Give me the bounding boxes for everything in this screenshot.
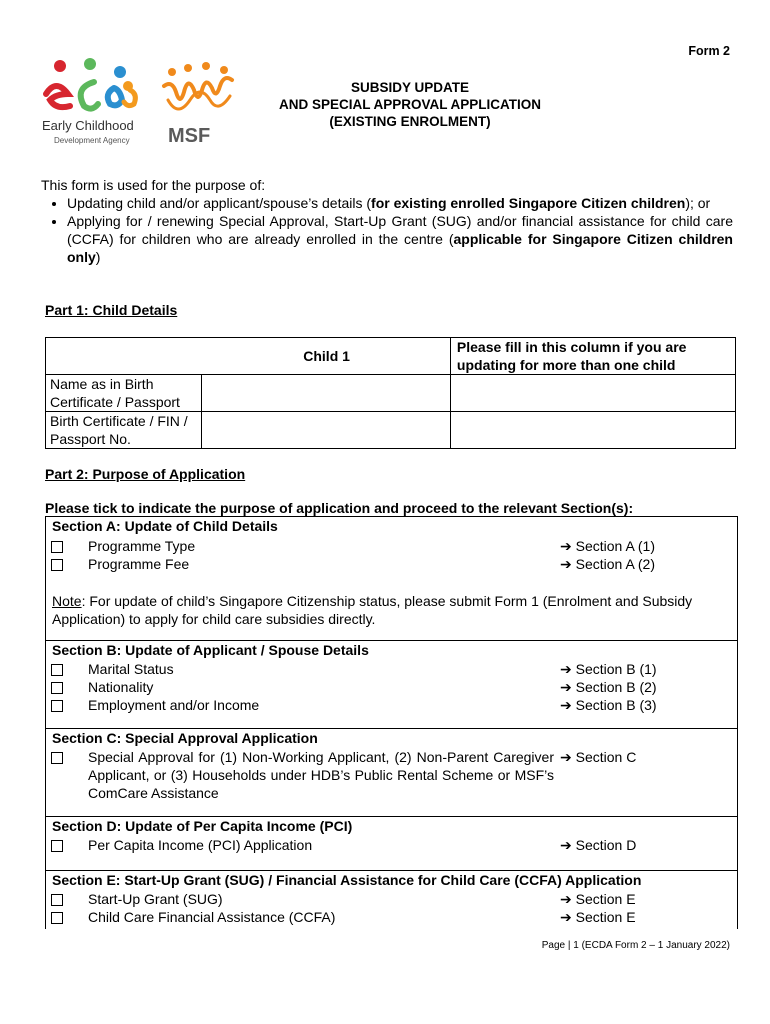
checkbox-pci[interactable] <box>51 840 63 852</box>
checkbox-special-approval[interactable] <box>51 752 63 764</box>
arrow-right-icon: ➔ <box>560 697 576 713</box>
section-d-title: Section D: Update of Per Capita Income (PCI) <box>52 818 353 834</box>
ccfa-label: Child Care Financial Assistance (CCFA) <box>88 909 336 925</box>
arrow-right-icon: ➔ <box>560 679 576 695</box>
sug-label: Start-Up Grant (SUG) <box>88 891 223 907</box>
title-line-2: AND SPECIAL APPROVAL APPLICATION <box>278 97 542 112</box>
nationality-label: Nationality <box>88 679 154 695</box>
child-details-table <box>45 337 736 449</box>
sections-box <box>45 516 738 929</box>
section-e-ref-2: ➔ Section E <box>560 909 636 925</box>
child1-name-field[interactable] <box>202 375 451 412</box>
arrow-right-icon: ➔ <box>560 909 576 925</box>
arrow-right-icon: ➔ <box>560 556 576 572</box>
arrow-right-icon: ➔ <box>560 837 576 853</box>
other-child-name-field[interactable] <box>450 375 735 412</box>
section-a2-ref: ➔ Section A (2) <box>560 556 656 572</box>
section-d-ref: ➔ Section D <box>560 837 637 853</box>
section-divider <box>45 640 737 641</box>
section-divider <box>45 870 737 871</box>
section-divider <box>45 816 737 817</box>
section-divider <box>45 728 737 729</box>
intro-bullet-1: • Updating child and/or applicant/spouse’s details (for existing enrolled Singapore Citizen children); or <box>67 194 733 212</box>
other-child-id-field[interactable] <box>450 412 735 449</box>
arrow-right-icon: ➔ <box>560 661 576 677</box>
col-child1: Child 1 <box>46 338 451 375</box>
section-a-title: Section A: Update of Child Details <box>52 518 278 534</box>
section-c-title: Section C: Special Approval Application <box>52 730 318 746</box>
col-more-children: Please fill in this column if you are updating for more than one child <box>450 338 735 375</box>
part2-heading: Part 2: Purpose of Application <box>45 466 246 482</box>
marital-status-label: Marital Status <box>88 661 174 677</box>
ecda-logo <box>38 58 150 148</box>
checkbox-programme-fee[interactable] <box>51 559 63 571</box>
part2-instruction: Please tick to indicate the purpose of application and proceed to the relevant Section(s): <box>45 500 634 516</box>
section-b-title: Section B: Update of Applicant / Spouse Details <box>52 642 369 658</box>
section-e-ref-1: ➔ Section E <box>560 891 636 907</box>
page-footer: Page | 1 (ECDA Form 2 – 1 January 2022) <box>541 940 730 951</box>
checkbox-ccfa[interactable] <box>51 912 63 924</box>
programme-fee-label: Programme Fee <box>88 556 190 572</box>
checkbox-programme-type[interactable] <box>51 541 63 553</box>
form-number: Form 2 <box>688 44 730 58</box>
checkbox-sug[interactable] <box>51 894 63 906</box>
section-b2-ref: ➔ Section B (2) <box>560 679 657 695</box>
title-line-3: (EXISTING ENROLMENT) <box>329 114 491 129</box>
ecda-logo-text-1: Early Childhood <box>42 118 134 133</box>
pci-label: Per Capita Income (PCI) Application <box>88 837 313 853</box>
ecda-logo-text-2: Development Agency <box>54 136 130 145</box>
msf-logo-text: MSF <box>168 125 211 146</box>
checkbox-nationality[interactable] <box>51 682 63 694</box>
row-name-label: Name as in Birth Certificate / Passport <box>46 375 202 412</box>
msf-logo <box>158 56 240 146</box>
arrow-right-icon: ➔ <box>560 891 576 907</box>
checkbox-employment-income[interactable] <box>51 700 63 712</box>
intro-bullets <box>41 194 733 266</box>
intro <box>41 176 733 266</box>
section-b3-ref: ➔ Section B (3) <box>560 697 657 713</box>
form-title <box>230 79 590 130</box>
section-b1-ref: ➔ Section B (1) <box>560 661 657 677</box>
row-id-label: Birth Certificate / FIN / Passport No. <box>46 412 202 449</box>
arrow-right-icon: ➔ <box>560 538 576 554</box>
section-c-ref: ➔ Section C <box>560 749 637 765</box>
intro-bullet-2: • Applying for / renewing Special Approval, Start-Up Grant (SUG) and/or financial assistance for child care (CCFA) for children who are already enrolled in the centre (applicable for Singapore Citizen children only) <box>67 212 733 266</box>
arrow-right-icon: ➔ <box>560 749 576 765</box>
checkbox-marital-status[interactable] <box>51 664 63 676</box>
section-a1-ref: ➔ Section A (1) <box>560 538 656 554</box>
section-a-note: Note: For update of child’s Singapore Citizenship status, please submit Form 1 (Enrolment and Subsidy Application) to apply for child care subsidies directly. <box>52 593 693 627</box>
section-e-title: Section E: Start-Up Grant (SUG) / Financial Assistance for Child Care (CCFA) Application <box>52 872 642 888</box>
special-approval-label: Special Approval for (1) Non-Working Applicant, (2) Non-Parent Caregiver Applicant, or (3) Households under HDB’s Public Rental Scheme or MSF’s ComCare Assistance <box>88 749 554 801</box>
part1-heading: Part 1: Child Details <box>45 302 178 318</box>
programme-type-label: Programme Type <box>88 538 196 554</box>
child1-id-field[interactable] <box>202 412 451 449</box>
intro-lead: This form is used for the purpose of: <box>41 177 266 193</box>
employment-income-label: Employment and/or Income <box>88 697 260 713</box>
title-line-1: SUBSIDY UPDATE <box>350 80 470 95</box>
